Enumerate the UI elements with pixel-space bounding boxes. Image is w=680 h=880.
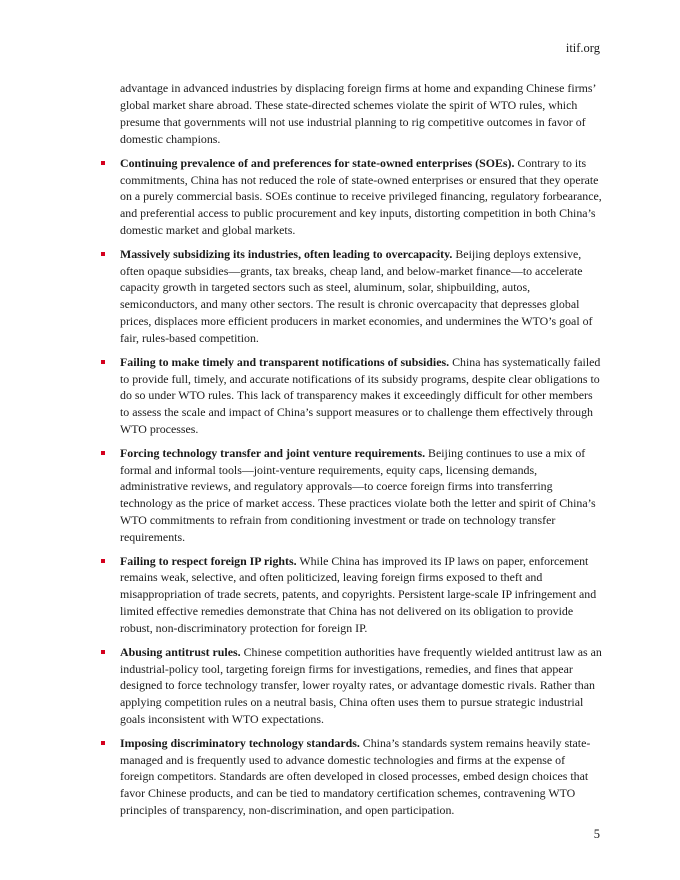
bullet-item-ip-rights [120, 553, 602, 638]
bullet-lead: Abusing antitrust rules. [120, 644, 241, 659]
square-bullet-icon [101, 252, 105, 256]
bullet-text: Contrary to its commitments, China has not reduced the role of state-owned enterprises or ensured that they operate on a purely commercial basis. SOEs continue to receive privileged financing, regulatory forbearance, and preferential access to public procurement and key inputs, distorting competition in both China’s domestic market and global markets. [120, 155, 602, 238]
site-url-header: itif.org [565, 41, 600, 55]
bullet-text: China has systematically failed to provide full, timely, and accurate notifications of its subsidy programs, despite clear obligations to do so under WTO rules. This lack of transparency makes it exceedingly difficult for other members to assess the scale and impact of China’s support measures or to challenge them effectively through WTO processes. [120, 354, 601, 437]
bullet-text: Beijing deploys extensive, often opaque subsidies—grants, tax breaks, cheap land, and below-market finance—to accelerate capacity growth in targeted sectors such as steel, aluminum, solar, shipbuilding, autos, semiconductors, and many other sectors. The result is chronic overcapacity that depresses global prices, displaces more efficient producers in market economies, and undermines the WTO’s goal of fair, rules-based competition. [120, 246, 593, 346]
page-number: 5 [593, 827, 600, 841]
bullet-item-standards [120, 735, 602, 820]
bullet-lead: Massively subsidizing its industries, often leading to overcapacity. [120, 246, 453, 261]
bullet-lead: Failing to respect foreign IP rights. [120, 553, 297, 568]
square-bullet-icon [101, 650, 105, 654]
bullet-lead: Failing to make timely and transparent notifications of subsidies. [120, 354, 450, 369]
bullet-item-technology-transfer [120, 445, 602, 546]
square-bullet-icon [101, 741, 105, 745]
intro-paragraph: advantage in advanced industries by displacing foreign firms at home and expanding Chinese firms’ global market share abroad. These state-directed schemes violate the spirit of WTO rules, which presume that governments will not use industrial planning to rig competitive outcomes in favor of domestic champions. [120, 81, 596, 146]
bullet-item-antitrust [120, 644, 602, 729]
square-bullet-icon [101, 451, 105, 455]
bullet-lead: Forcing technology transfer and joint venture requirements. [120, 445, 426, 460]
square-bullet-icon [101, 161, 105, 165]
bullet-item-soes [120, 155, 602, 240]
square-bullet-icon [101, 360, 105, 364]
bullet-item-notifications [120, 354, 602, 439]
bullet-text: Chinese competition authorities have frequently wielded antitrust law as an industrial-policy tool, targeting foreign firms for investigations, remedies, and fines that appear designed to force technology transfer, lower royalty rates, or advantage domestic rivals. Rather than applying competition rules on a neutral basis, China often uses them to pursue strategic industrial goals inconsistent with WTO expectations. [120, 644, 602, 727]
main-content [120, 80, 602, 826]
bullet-item-subsidies [120, 246, 602, 347]
bullet-lead: Continuing prevalence of and preferences for state-owned enterprises (SOEs). [120, 155, 515, 170]
bullet-text: Beijing continues to use a mix of formal and informal tools—joint-venture requirements, equity caps, licensing demands, administrative reviews, and regulatory approvals—to coerce foreign firms into transferring technology as the price of market access. These practices violate both the letter and spirit of China’s WTO commitments to refrain from conditioning investment or trade on technology transfer requirements. [120, 445, 596, 545]
bullet-list [120, 155, 602, 820]
bullet-text: China’s standards system remains heavily state-managed and is frequently used to advance domestic technologies and firms at the expense of foreign competitors. Standards are often developed in closed processes, embed design choices that favor Chinese products, and can be tied to mandatory certification schemes, contravening WTO principles of transparency, non-discrimination, and open participation. [120, 735, 591, 818]
bullet-lead: Imposing discriminatory technology standards. [120, 735, 360, 750]
bullet-text: While China has improved its IP laws on paper, enforcement remains weak, selective, and often politicized, leaving foreign firms exposed to theft and misappropriation of trade secrets, patents, and copyrights. Persistent large-scale IP infringement and limited effective remedies demonstrate that China has not delivered on its obligation to provide robust, non-discriminatory protection for foreign IP. [120, 553, 597, 636]
square-bullet-icon [101, 559, 105, 563]
